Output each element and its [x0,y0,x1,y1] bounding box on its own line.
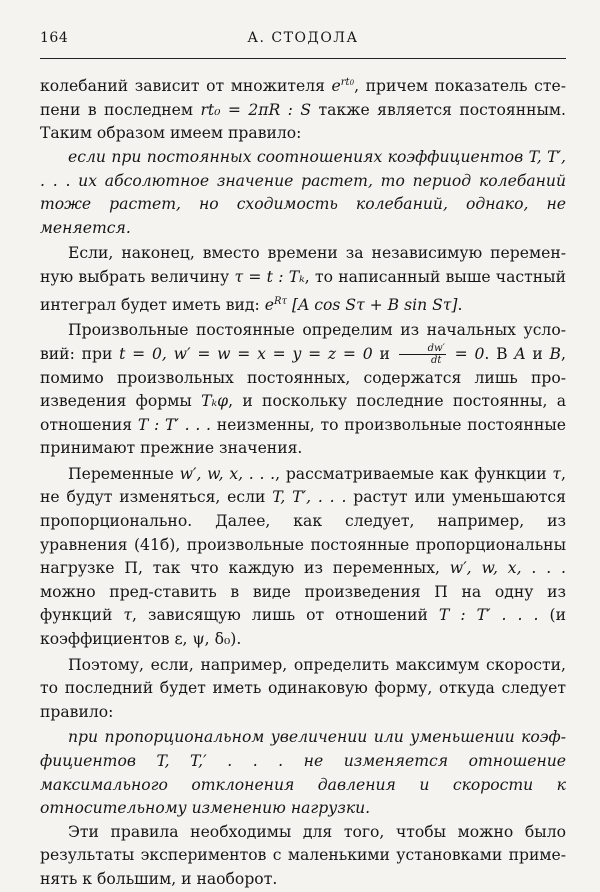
paragraph-4-text-b: , рассматриваемые как функции [275,464,553,483]
rule-1: если при постоянных соотношениях коэффициентов T, T′, . . . их абсолютное значение растет, то период колебаний тоже растет, но сходимость колебаний, однако, не меняется. [40,147,566,237]
exponent-base: e [331,77,341,96]
paragraph-3-text-f: неизменны, то произвольные постоянные принимают прежние значения. [40,415,566,458]
exponent [341,77,354,88]
formula-integral: [A cos Sτ + B sin Sτ] [287,295,458,314]
variables-4: T : T′ . . . [438,606,539,625]
paragraph-2-text-b: , то написанный выше частный интеграл будет иметь вид: [40,267,566,314]
header-rule [40,58,566,59]
formula-tau: τ = t : Tₖ [234,267,305,286]
paragraph-3-text-b: . В [484,344,515,363]
page-header [40,30,566,52]
running-title: А. СТОДОЛА [247,30,359,46]
paragraph-6: Эти правила необходимы для того, чтобы можно было результаты экспериментов с маленькими установками приме-нять к большим, и наоборот. [40,822,566,888]
paragraph-1-text-b: , причем показатель сте-пени в последнем [40,77,567,119]
variables-2: T, T′, . . . [272,488,347,507]
fraction [399,343,446,366]
variables-1: w′, w, x, . . . [179,464,276,483]
body-text [40,71,566,892]
fraction-numerator: dw′ [399,343,446,355]
page-number: 164 [40,30,69,46]
formula-rt0: rt₀ = 2πR : S [200,100,312,119]
rule-2: при пропорциональном увеличении или уменьшении коэф-фициентов T, T,′ . . . не изменяется отношение максимального отклонения давления и скорости к относительному изменению нагрузки. [40,728,566,818]
paragraph-1 [40,71,566,146]
paragraph-4-text-a: Переменные [68,464,180,483]
paragraph-4-text-g: (и коэффициентов ε, ψ, δ₀). [40,606,566,649]
variables-3: w′, w, x, . . . [449,559,566,578]
paragraph-5: Поэтому, если, например, определить максимум скорости, то последний будет иметь одинаковую форму, откуда следует правило: [40,655,566,721]
tau-symbol: τ [552,464,562,483]
paragraph-1-text-c: также является постоянным. Таким образом имеем правило: [40,100,566,143]
formula-eq-zero: = 0 [447,344,485,363]
formula-tk-phi: Tₖφ [201,392,229,411]
var-b: B [549,344,562,363]
paragraph-4 [40,463,566,652]
paragraph-4-text-f: , зависящую лишь от отношений [132,606,439,625]
exponent-sub: 0 [349,79,355,87]
paragraph-2-text-c: . [457,295,463,314]
exponent-r-tau: Rτ [273,295,288,307]
fraction-denominator: dt [431,355,442,367]
paragraph-3-text-c: и [525,344,550,363]
paragraph-2-text-a: Если, наконец, вместо времени за независимую перемен-ную выбрать величину [40,244,566,286]
paragraph-1-text-a: колебаний зависит от множителя [40,77,332,96]
paragraph-3-text-a: Произвольные постоянные определим из начальных усло-вий: при [40,321,566,363]
and-word: и [372,344,397,363]
tau-symbol-2: τ [123,606,132,625]
formula-ratio: T : T′ . . . [137,415,211,434]
paragraph-3-text-d: , помимо произвольных постоянных, содержатся лишь про-изведения формы [40,344,566,411]
paragraph-3-text-e: , и поскольку последние постоянны, а отношения [40,392,566,434]
paragraph-4-text-e: можно пред-ставить в виде произведения П на одну из функций [40,582,566,625]
formula-initial: t = 0, w′ = w = x = y = z = 0 [119,344,373,363]
exponent-rt: rt [340,77,350,88]
paragraph-3 [40,319,566,461]
paragraph-4-text-c: , не будут изменяться, если [40,464,566,507]
paragraph-4-text-d: растут или уменьшаются пропорционально. Далее, как следует, например, из уравнения (41б), произвольные постоянные пропорциональны нагрузке П, так что каждую из переменных, [40,488,566,578]
exponent-base-2: e [264,295,274,314]
paragraph-2 [40,242,566,317]
var-a: A [514,344,526,363]
